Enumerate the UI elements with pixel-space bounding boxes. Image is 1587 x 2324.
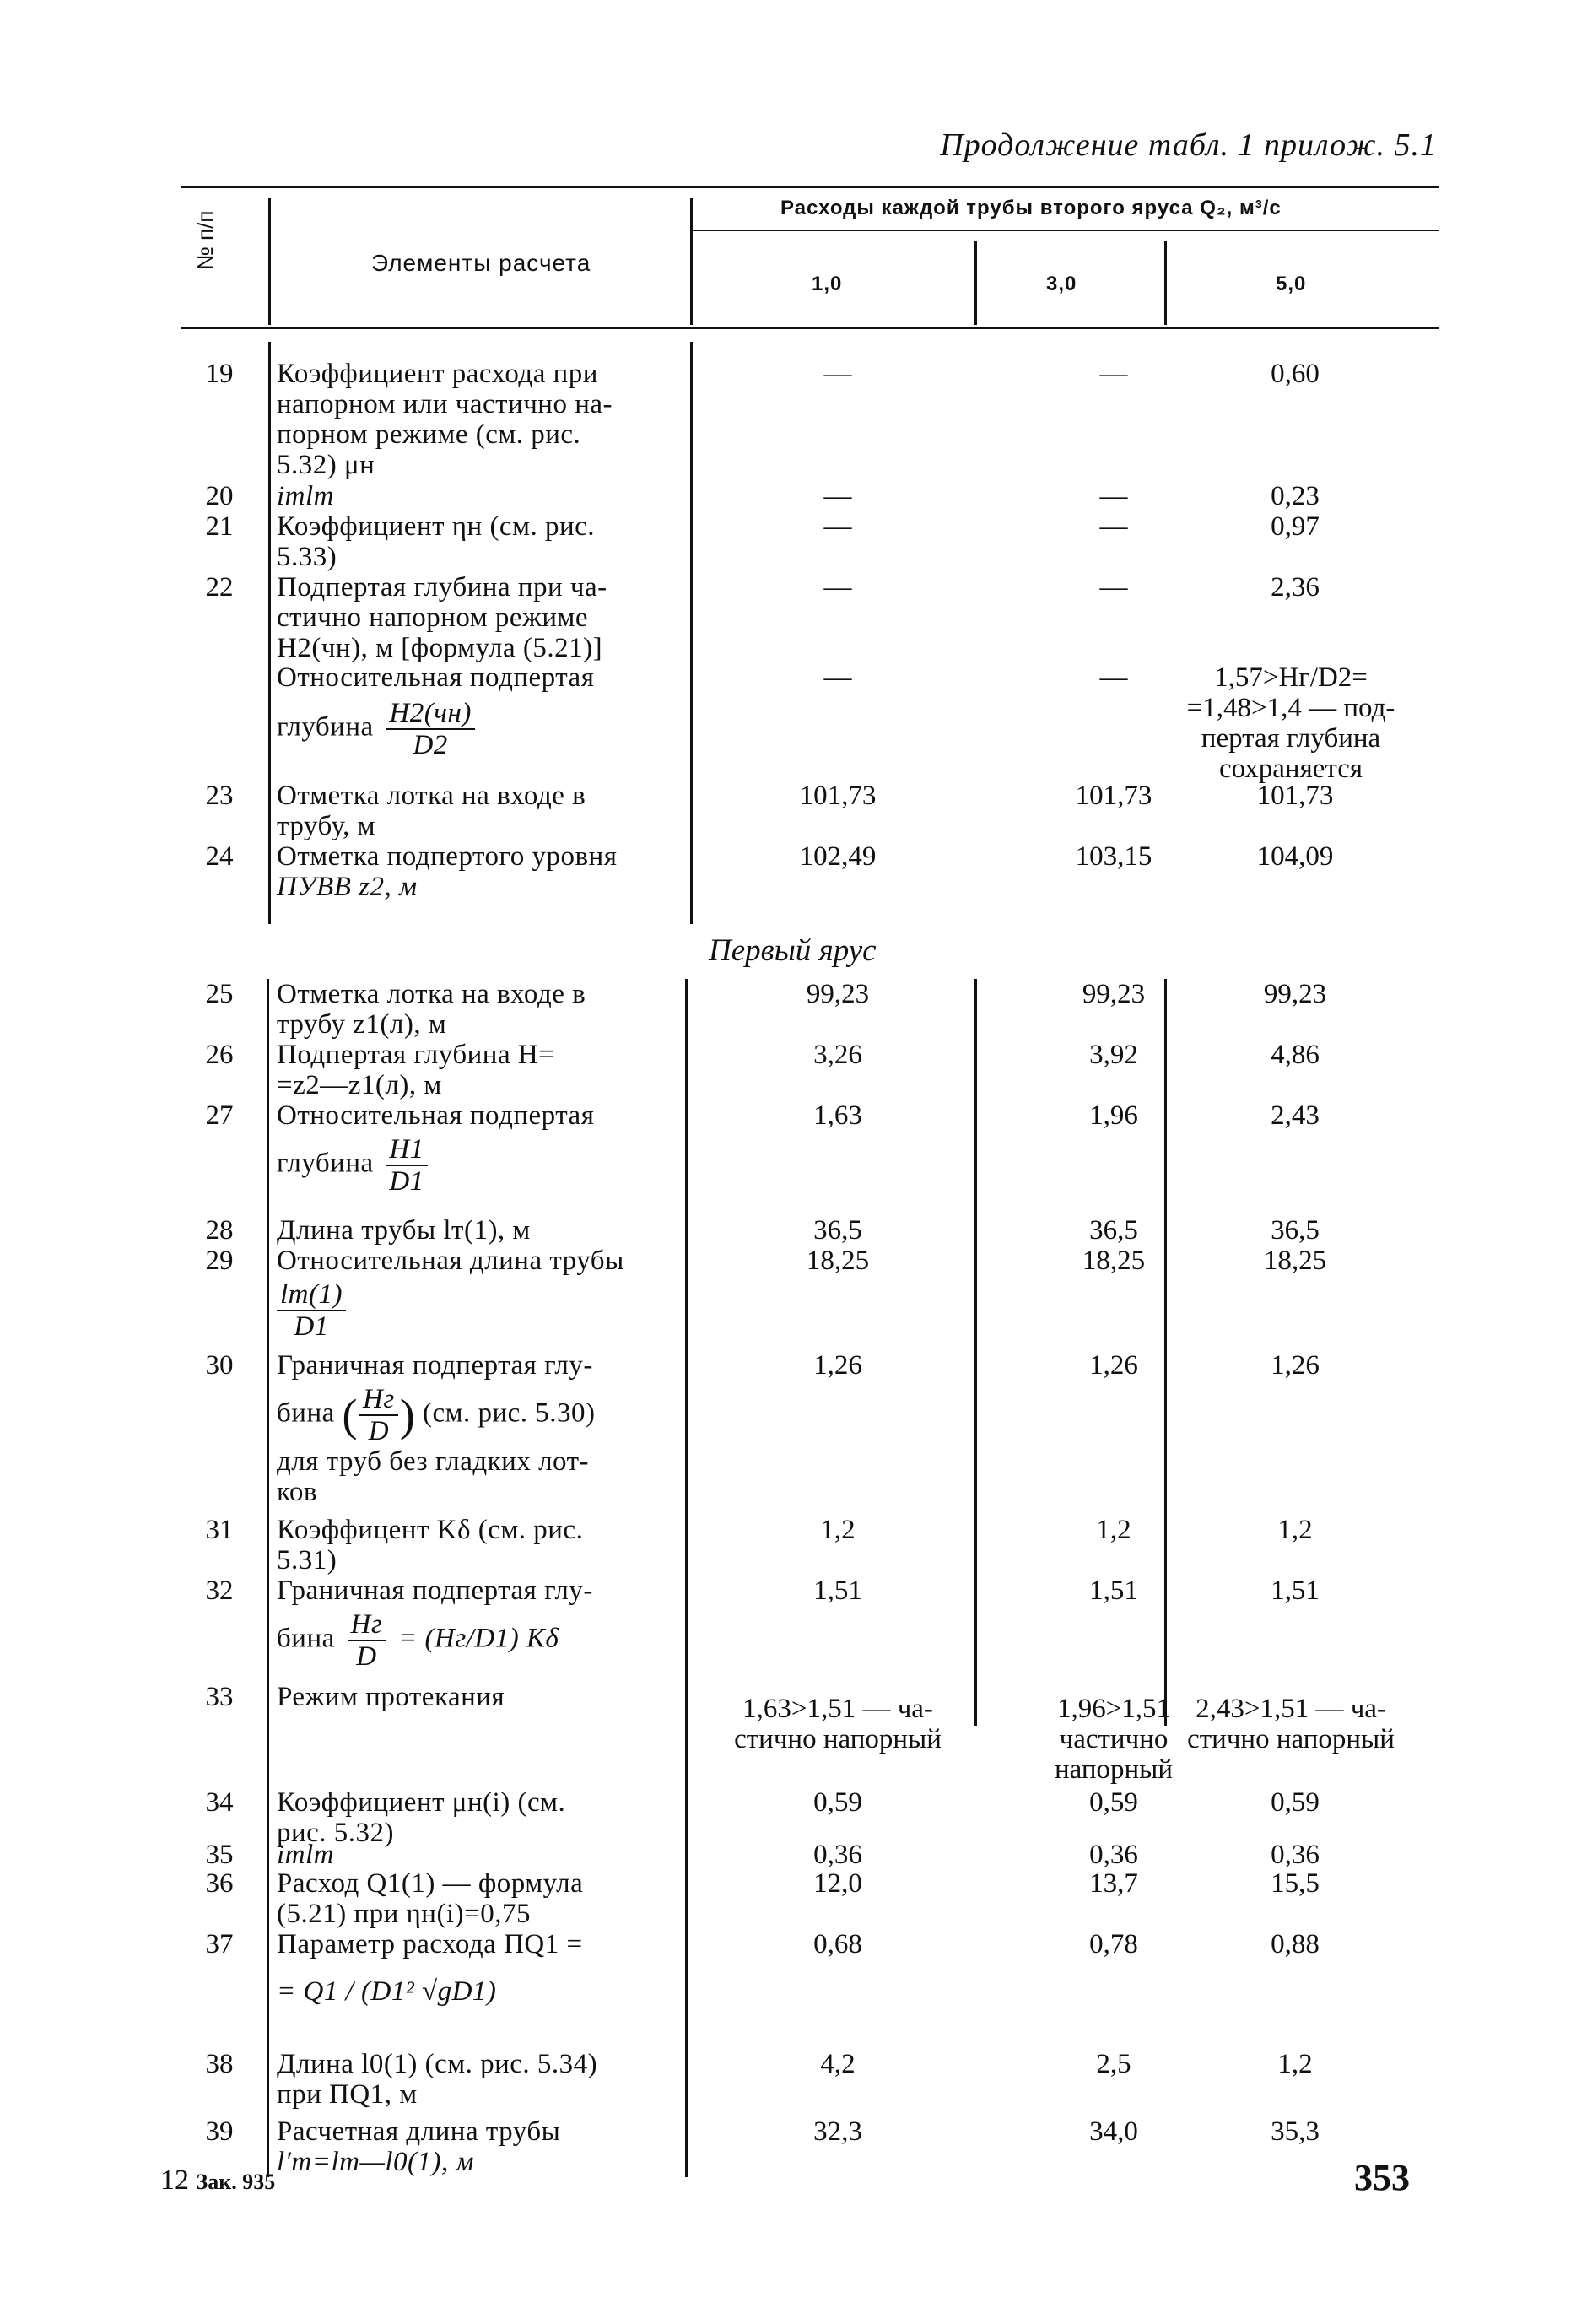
row-value-1: 18,25 <box>806 1246 870 1276</box>
page-number: 353 <box>1354 2157 1410 2198</box>
row-value-1: 4,2 <box>820 2049 856 2079</box>
row-value-3: 0,36 <box>1271 1840 1320 1870</box>
row-value-2: — <box>1099 662 1128 693</box>
row-value-2: — <box>1099 511 1128 542</box>
row-number: 20 <box>205 481 234 511</box>
row-value-1: 0,68 <box>813 1929 862 1959</box>
row-number: 37 <box>205 1929 234 1959</box>
row-value-1: 0,59 <box>813 1787 862 1818</box>
row-element-text: Граничная подпертая глу- бина $\frac{Hг}{D}$ = (Hг/D1) Kδ <box>277 1575 593 1672</box>
row-value-2: 1,51 <box>1089 1575 1138 1606</box>
body-vline-2b <box>685 979 688 2177</box>
row-value-2: 13,7 <box>1089 1868 1138 1899</box>
row-element-text: Коэффициент μн(i) (см. рис. 5.32) <box>277 1787 566 1848</box>
row-value-3: 36,5 <box>1271 1215 1320 1246</box>
row-element-text: iтlт <box>277 481 334 511</box>
row-element-text: Коэффициент расхода при напорном или частично на- порном режиме (см. рис. 5.32) μн <box>277 359 613 480</box>
row-number: 21 <box>205 511 234 542</box>
row-number: 24 <box>205 841 234 872</box>
row-value-2: 0,36 <box>1089 1840 1138 1870</box>
row-value-2: 1,96>1,51 частично напорный <box>1054 1694 1174 1785</box>
row-value-2: 2,5 <box>1096 2049 1131 2079</box>
boundary-depth-fraction: $\frac{Hг}{D}$ <box>359 1384 398 1446</box>
row-value-1: 1,26 <box>813 1350 862 1381</box>
row-element-text: Относительная подпертая глубина $\frac{H1}{D1}$ <box>277 1100 595 1197</box>
row-value-3: 0,60 <box>1271 359 1320 389</box>
row-value-2: 1,26 <box>1089 1350 1138 1381</box>
row-value-2: 99,23 <box>1082 979 1146 1009</box>
row-value-2: 101,73 <box>1075 781 1152 811</box>
body-vline-1a <box>268 342 271 924</box>
row-element-text: Расход Q1(1) — формула (5.21) при ηн(i)=0,75 <box>277 1868 584 1929</box>
row-value-3: 0,59 <box>1271 1787 1320 1818</box>
row-number: 26 <box>205 1040 234 1070</box>
row-value-3: 0,97 <box>1271 511 1320 542</box>
row-number: 35 <box>205 1840 234 1870</box>
row-element-text: Подпертая глубина при ча- стично напорном режиме H2(чн), м [формула (5.21)] <box>277 572 607 663</box>
row-element-text: Параметр расхода ПQ1 = = Q1 / (D1² √gD1) <box>277 1929 583 2007</box>
body-vline-1b <box>267 979 269 2177</box>
header-vline-2 <box>690 198 693 325</box>
row-element-text: Отметка лотка на входе в трубу z1(л), м <box>277 979 586 1040</box>
row-value-1: 1,2 <box>820 1515 856 1545</box>
row-value-2: — <box>1099 572 1128 603</box>
header-vline-4 <box>1164 241 1167 325</box>
row-value-3: 104,09 <box>1256 841 1334 872</box>
row-value-1: 32,3 <box>813 2116 862 2147</box>
row-value-2: 34,0 <box>1089 2116 1138 2147</box>
row-element-text: Длина трубы lт(1), м <box>277 1215 531 1246</box>
row-element-text: Длина l0(1) (см. рис. 5.34) при ПQ1, м <box>277 2049 598 2110</box>
row-number: 32 <box>205 1575 234 1606</box>
row-element-text: Относительная длина трубы $\frac{lт(1)}{D1}$ <box>277 1246 624 1342</box>
row-element-text: Коэффициент ηн (см. рис. 5.33) <box>277 511 596 572</box>
row-value-1: — <box>823 662 852 693</box>
row-number: 34 <box>205 1787 234 1818</box>
row-element-text: Расчетная длина трубы l′т=lт—l0(1), м <box>277 2116 561 2177</box>
column-header-value-2: 3,0 <box>1046 273 1077 295</box>
row-element-text: Подпертая глубина H= =z2—z1(л), м <box>277 1040 555 1100</box>
column-header-elements: Элементы расчета <box>371 250 591 276</box>
header-bottom-rule <box>181 327 1439 329</box>
row-number: 38 <box>205 2049 234 2079</box>
row-value-2: 0,59 <box>1089 1787 1138 1818</box>
row-value-1: 1,63 <box>813 1100 862 1131</box>
footer-order-mark: 12 Зак. 935 <box>160 2165 276 2196</box>
row-value-3: 1,26 <box>1271 1350 1320 1381</box>
row-value-3: 101,73 <box>1256 781 1334 811</box>
row-value-3: 1,2 <box>1277 1515 1313 1545</box>
row-number: 39 <box>205 2116 234 2147</box>
row-value-1: — <box>823 359 852 389</box>
row-value-2: 3,92 <box>1089 1040 1138 1070</box>
row-value-3: 2,43 <box>1271 1100 1320 1131</box>
length-fraction: $\frac{lт(1)}{D1}$ <box>277 1279 346 1342</box>
row-number: 23 <box>205 781 234 811</box>
column-header-value-3: 5,0 <box>1276 273 1307 295</box>
row-value-2: 0,78 <box>1089 1929 1138 1959</box>
row-value-3: 15,5 <box>1271 1868 1320 1899</box>
row-number: 27 <box>205 1100 234 1131</box>
row-value-3: 35,3 <box>1271 2116 1320 2147</box>
row-value-1: — <box>823 572 852 603</box>
row-element-text: Режим протекания <box>277 1682 505 1712</box>
row-element-text: Относительная подпертая глубина $\frac{H2(чн)}{D2}$ <box>277 662 595 760</box>
header-group-rule <box>690 230 1439 231</box>
row-number: 25 <box>205 979 234 1009</box>
row-value-3: 2,43>1,51 — ча- стично напорный <box>1187 1694 1395 1754</box>
continuation-title: Продолжение табл. 1 прилож. 5.1 <box>940 127 1437 163</box>
row-element-text: Граничная подпертая глу- бина ( $\frac{Hг}{D}$ ) (см. рис. 5.30) для труб без гладких лот- ков <box>277 1350 596 1507</box>
row-value-3: 0,88 <box>1271 1929 1320 1959</box>
row-value-2: — <box>1099 481 1128 511</box>
row-value-2: 18,25 <box>1082 1246 1146 1276</box>
depth-fraction: $\frac{H1}{D1}$ <box>386 1134 427 1197</box>
row-element-text: Коэффицент Kδ (см. рис. 5.31) <box>277 1515 584 1575</box>
row-value-1: 3,26 <box>813 1040 862 1070</box>
row-number: 29 <box>205 1246 234 1276</box>
row-value-3: 1,57>Hг/D2= =1,48>1,4 — под- пертая глубина сохраняется <box>1186 662 1395 784</box>
row-element-text: iтlт <box>277 1840 334 1870</box>
row-value-1: 36,5 <box>813 1215 862 1246</box>
row-value-1: 1,51 <box>813 1575 862 1606</box>
row-value-3: 1,51 <box>1271 1575 1320 1606</box>
row-value-2: 1,96 <box>1089 1100 1138 1131</box>
header-top-rule <box>181 186 1439 188</box>
row-element-text: Отметка лотка на входе в трубу, м <box>277 781 586 841</box>
row-number: 19 <box>205 359 234 389</box>
row-number: 31 <box>205 1515 234 1545</box>
column-header-group: Расходы каждой трубы второго яруса Q₂, м³/с <box>780 197 1282 219</box>
row-value-1: 101,73 <box>799 781 877 811</box>
row-value-3: 0,23 <box>1271 481 1320 511</box>
column-header-number: № п/п <box>192 210 218 270</box>
header-vline-1 <box>268 198 271 325</box>
row-value-1: 1,63>1,51 — ча- стично напорный <box>734 1694 942 1754</box>
row-number: 36 <box>205 1868 234 1899</box>
row-value-1: 102,49 <box>799 841 877 872</box>
row-value-1: — <box>823 481 852 511</box>
row-value-3: 1,2 <box>1277 2049 1313 2079</box>
column-header-value-1: 1,0 <box>812 273 843 295</box>
body-vline-2a <box>690 342 693 924</box>
section-title: Первый ярус <box>709 933 877 968</box>
row-number: 33 <box>205 1682 234 1712</box>
row-value-3: 99,23 <box>1263 979 1327 1009</box>
row-number: 30 <box>205 1350 234 1381</box>
row-value-3: 4,86 <box>1271 1040 1320 1070</box>
row-value-2: 1,2 <box>1096 1515 1131 1545</box>
row-element-text: Отметка подпертого уровня ПУВВ z2, м <box>277 841 618 902</box>
row-value-1: 99,23 <box>806 979 870 1009</box>
row-value-3: 18,25 <box>1263 1246 1327 1276</box>
row-value-2: — <box>1099 359 1128 389</box>
row-number: 28 <box>205 1215 234 1246</box>
row-value-1: 12,0 <box>813 1868 862 1899</box>
header-vline-3 <box>974 241 977 325</box>
row-value-1: — <box>823 511 852 542</box>
row-value-2: 36,5 <box>1089 1215 1138 1246</box>
boundary-depth-fraction: $\frac{Hг}{D}$ <box>348 1609 386 1672</box>
row-value-2: 103,15 <box>1075 841 1152 872</box>
depth-fraction: $\frac{H2(чн)}{D2}$ <box>386 698 474 760</box>
row-value-1: 0,36 <box>813 1840 862 1870</box>
row-number: 22 <box>205 572 234 603</box>
row-value-3: 2,36 <box>1271 572 1320 603</box>
